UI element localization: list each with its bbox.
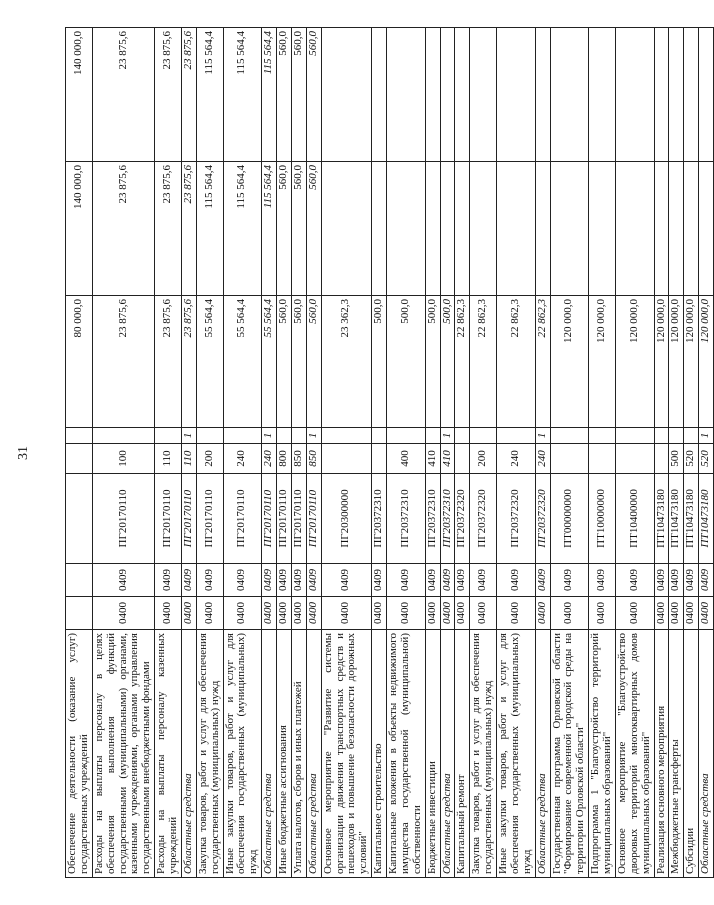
ministry-code: 0400 — [196, 597, 223, 630]
funding-mark: 1 — [262, 428, 277, 444]
amount-first-year: 22 862,3 — [535, 296, 550, 428]
row-name: Закупка товаров, работ и услуг для обеспечения государственных (муниципальных) нужд — [470, 630, 497, 878]
amount-first-year: 23 875,6 — [181, 296, 196, 428]
ministry-code: 0400 — [306, 597, 321, 630]
amount-second-year — [470, 162, 497, 296]
section-code: 0409 — [306, 564, 321, 597]
funding-mark — [387, 428, 426, 444]
amount-first-year: 120 000,0 — [654, 296, 669, 428]
article-code: ПТ10000000 — [589, 474, 616, 564]
row-name: Областные средства — [440, 630, 455, 878]
row-name: Областные средства — [306, 630, 321, 878]
article-code: ПТ10473180 — [684, 474, 699, 564]
table-row — [699, 28, 714, 878]
funding-mark — [654, 428, 669, 444]
amount-third-year — [615, 28, 654, 162]
amount-third-year — [699, 28, 714, 162]
expense-type-code — [66, 444, 93, 474]
section-code: 0409 — [223, 564, 262, 597]
article-code: ПГ20372310 — [425, 474, 440, 564]
table-row — [277, 28, 292, 878]
amount-second-year — [425, 162, 440, 296]
expense-type-code: 110 — [155, 444, 182, 474]
amount-second-year: 23 875,6 — [155, 162, 182, 296]
amount-third-year: 560,0 — [306, 28, 321, 162]
amount-first-year: 500,0 — [387, 296, 426, 428]
expense-type-code: 410 — [425, 444, 440, 474]
ministry-code: 0400 — [223, 597, 262, 630]
expense-type-code — [550, 444, 589, 474]
amount-third-year — [321, 28, 372, 162]
amount-first-year: 500,0 — [372, 296, 387, 428]
amount-first-year: 560,0 — [277, 296, 292, 428]
article-code — [66, 474, 93, 564]
section-code: 0409 — [262, 564, 277, 597]
row-name: Закупка товаров, работ и услуг для обеспечения государственных (муниципальных) нужд — [196, 630, 223, 878]
row-name: Обеспечение деятельности (оказание услуг) государственных учреждений — [66, 630, 93, 878]
row-name: Расходы на выплаты персоналу казенных учреждений — [155, 630, 182, 878]
article-code: ПГ20372310 — [440, 474, 455, 564]
article-code: ПТ10400000 — [615, 474, 654, 564]
amount-second-year — [455, 162, 470, 296]
funding-mark — [550, 428, 589, 444]
funding-mark — [589, 428, 616, 444]
amount-second-year — [654, 162, 669, 296]
expense-type-code: 500 — [669, 444, 684, 474]
amount-first-year: 120 000,0 — [684, 296, 699, 428]
table-row — [550, 28, 589, 878]
section-code — [66, 564, 93, 597]
table-row — [262, 28, 277, 878]
row-name: Иные закупки товаров, работ и услуг для обеспечения государственных (муниципальных) нужд — [497, 630, 536, 878]
section-code: 0409 — [181, 564, 196, 597]
amount-second-year: 560,0 — [306, 162, 321, 296]
table-row — [387, 28, 426, 878]
table-row — [181, 28, 196, 878]
row-name: Областные средства — [535, 630, 550, 878]
section-code: 0409 — [615, 564, 654, 597]
page-number — [14, 0, 34, 905]
amount-second-year — [440, 162, 455, 296]
amount-first-year: 22 862,3 — [470, 296, 497, 428]
table-row — [455, 28, 470, 878]
amount-first-year: 120 000,0 — [550, 296, 589, 428]
funding-mark — [455, 428, 470, 444]
row-name: Капитальный ремонт — [455, 630, 470, 878]
ministry-code: 0400 — [470, 597, 497, 630]
funding-mark — [470, 428, 497, 444]
expense-type-code: 100 — [92, 444, 154, 474]
expense-type-code — [455, 444, 470, 474]
table-row — [589, 28, 616, 878]
expense-type-code — [654, 444, 669, 474]
funding-mark: 1 — [306, 428, 321, 444]
article-code: ПТ10473180 — [699, 474, 714, 564]
expense-type-code: 240 — [497, 444, 536, 474]
table-row — [372, 28, 387, 878]
amount-first-year: 560,0 — [306, 296, 321, 428]
funding-mark — [615, 428, 654, 444]
article-code: ПТ10473180 — [669, 474, 684, 564]
amount-second-year — [550, 162, 589, 296]
amount-first-year: 55 564,4 — [196, 296, 223, 428]
table-row — [470, 28, 497, 878]
section-code: 0409 — [321, 564, 372, 597]
row-name: Межбюджетные трансферты — [669, 630, 684, 878]
amount-first-year: 500,0 — [440, 296, 455, 428]
amount-third-year: 23 875,6 — [181, 28, 196, 162]
amount-first-year: 22 862,3 — [455, 296, 470, 428]
amount-third-year — [535, 28, 550, 162]
section-code: 0409 — [425, 564, 440, 597]
funding-mark: 1 — [181, 428, 196, 444]
row-name: Областные средства — [699, 630, 714, 878]
ministry-code: 0400 — [387, 597, 426, 630]
amount-second-year: 560,0 — [277, 162, 292, 296]
section-code: 0409 — [684, 564, 699, 597]
article-code: ПГ20170110 — [155, 474, 182, 564]
amount-second-year — [589, 162, 616, 296]
amount-third-year — [372, 28, 387, 162]
article-code: ПГ20170110 — [196, 474, 223, 564]
amount-second-year — [372, 162, 387, 296]
section-code: 0409 — [699, 564, 714, 597]
funding-mark — [425, 428, 440, 444]
expense-type-code: 200 — [196, 444, 223, 474]
ministry-code: 0400 — [181, 597, 196, 630]
funding-mark — [497, 428, 536, 444]
amount-third-year — [550, 28, 589, 162]
amount-second-year — [684, 162, 699, 296]
section-code: 0409 — [92, 564, 154, 597]
ministry-code: 0400 — [262, 597, 277, 630]
amount-second-year — [535, 162, 550, 296]
row-name: Государственная программа Орловской области "Формирование современной городской среды на территории Орловской области" — [550, 630, 589, 878]
amount-first-year: 120 000,0 — [589, 296, 616, 428]
row-name: Областные средства — [262, 630, 277, 878]
page-number-text: 31 — [16, 445, 31, 460]
article-code: ПГ20170110 — [223, 474, 262, 564]
expense-type-code: 400 — [387, 444, 426, 474]
section-code: 0409 — [669, 564, 684, 597]
amount-third-year: 23 875,6 — [155, 28, 182, 162]
section-code: 0409 — [387, 564, 426, 597]
row-name: Иные закупки товаров, работ и услуг для обеспечения государственных (муниципальных) нужд — [223, 630, 262, 878]
table-row — [535, 28, 550, 878]
funding-mark — [291, 428, 306, 444]
ministry-code: 0400 — [589, 597, 616, 630]
amount-third-year — [387, 28, 426, 162]
amount-first-year: 23 362,3 — [321, 296, 372, 428]
amount-first-year: 55 564,4 — [262, 296, 277, 428]
section-code: 0409 — [470, 564, 497, 597]
ministry-code: 0400 — [425, 597, 440, 630]
amount-third-year: 115 564,4 — [262, 28, 277, 162]
article-code: ПГ20372320 — [470, 474, 497, 564]
expense-type-code: 110 — [181, 444, 196, 474]
amount-second-year — [669, 162, 684, 296]
budget-table — [65, 27, 714, 878]
article-code: ПГ20170110 — [306, 474, 321, 564]
section-code: 0409 — [589, 564, 616, 597]
amount-third-year: 23 875,6 — [92, 28, 154, 162]
amount-third-year — [669, 28, 684, 162]
row-name: Областные средства — [181, 630, 196, 878]
row-name: Подпрограмма 1 "Благоустройство территорий муниципальных образований" — [589, 630, 616, 878]
amount-first-year: 120 000,0 — [669, 296, 684, 428]
amount-second-year — [387, 162, 426, 296]
article-code: ПГ20372310 — [372, 474, 387, 564]
ministry-code: 0400 — [455, 597, 470, 630]
article-code: ПГ20170110 — [181, 474, 196, 564]
ministry-code: 0400 — [321, 597, 372, 630]
table-row — [425, 28, 440, 878]
expense-type-code: 200 — [470, 444, 497, 474]
ministry-code: 0400 — [550, 597, 589, 630]
ministry-code: 0400 — [684, 597, 699, 630]
table-row — [321, 28, 372, 878]
amount-second-year — [615, 162, 654, 296]
section-code: 0409 — [196, 564, 223, 597]
article-code: ПГ20372310 — [387, 474, 426, 564]
amount-third-year — [425, 28, 440, 162]
row-name: Реализация основного мероприятия — [654, 630, 669, 878]
row-name: Расходы на выплаты персоналу в целях обеспечения выполнения функций государственными (муниципальными) органами, казенными учреждениями, органами управления государственными внебюджетными фондами — [92, 630, 154, 878]
amount-first-year: 23 875,6 — [92, 296, 154, 428]
amount-second-year: 115 564,4 — [262, 162, 277, 296]
section-code: 0409 — [535, 564, 550, 597]
row-name: Основное мероприятие "Развитие системы организации движения транспортных средств и пешеходов и повышение безопасности дорожных условий" — [321, 630, 372, 878]
ministry-code — [66, 597, 93, 630]
article-code: ПГ20170110 — [262, 474, 277, 564]
amount-second-year: 115 564,4 — [223, 162, 262, 296]
funding-mark — [92, 428, 154, 444]
amount-second-year — [497, 162, 536, 296]
section-code: 0409 — [277, 564, 292, 597]
ministry-code: 0400 — [155, 597, 182, 630]
funding-mark — [684, 428, 699, 444]
ministry-code: 0400 — [291, 597, 306, 630]
funding-mark — [277, 428, 292, 444]
ministry-code: 0400 — [615, 597, 654, 630]
table-row — [684, 28, 699, 878]
row-name: Бюджетные инвестиции — [425, 630, 440, 878]
article-code: ПГ20372320 — [455, 474, 470, 564]
funding-mark — [372, 428, 387, 444]
article-code: ПГ20300000 — [321, 474, 372, 564]
ministry-code: 0400 — [372, 597, 387, 630]
table-row — [615, 28, 654, 878]
amount-third-year — [684, 28, 699, 162]
article-code: ПГ20170110 — [92, 474, 154, 564]
expense-type-code — [589, 444, 616, 474]
article-code: ПГ20372320 — [535, 474, 550, 564]
amount-third-year — [589, 28, 616, 162]
section-code: 0409 — [654, 564, 669, 597]
expense-type-code: 520 — [684, 444, 699, 474]
rotated-sheet — [65, 28, 712, 878]
ministry-code: 0400 — [440, 597, 455, 630]
table-row — [306, 28, 321, 878]
funding-mark — [196, 428, 223, 444]
expense-type-code: 850 — [291, 444, 306, 474]
amount-third-year: 115 564,4 — [223, 28, 262, 162]
table-row — [654, 28, 669, 878]
ministry-code: 0400 — [497, 597, 536, 630]
table-row — [669, 28, 684, 878]
amount-first-year: 23 875,6 — [155, 296, 182, 428]
table-row — [92, 28, 154, 878]
section-code: 0409 — [372, 564, 387, 597]
expense-type-code — [372, 444, 387, 474]
budget-table-body — [66, 28, 714, 878]
section-code: 0409 — [155, 564, 182, 597]
table-row — [155, 28, 182, 878]
amount-third-year: 560,0 — [291, 28, 306, 162]
amount-third-year — [654, 28, 669, 162]
expense-type-code: 240 — [223, 444, 262, 474]
section-code: 0409 — [455, 564, 470, 597]
row-name: Капитальные вложения в объекты недвижимого имущества государственной (муниципальной) собственности — [387, 630, 426, 878]
amount-third-year: 140 000,0 — [66, 28, 93, 162]
row-name: Субсидии — [684, 630, 699, 878]
funding-mark — [66, 428, 93, 444]
amount-second-year — [321, 162, 372, 296]
ministry-code: 0400 — [535, 597, 550, 630]
table-row — [497, 28, 536, 878]
amount-third-year: 560,0 — [277, 28, 292, 162]
funding-mark — [155, 428, 182, 444]
funding-mark — [321, 428, 372, 444]
funding-mark: 1 — [699, 428, 714, 444]
expense-type-code — [615, 444, 654, 474]
table-row — [440, 28, 455, 878]
expense-type-code: 850 — [306, 444, 321, 474]
table-row — [223, 28, 262, 878]
expense-type-code: 410 — [440, 444, 455, 474]
amount-first-year: 80 000,0 — [66, 296, 93, 428]
amount-second-year: 23 875,6 — [92, 162, 154, 296]
row-name: Иные бюджетные ассигнования — [277, 630, 292, 878]
amount-third-year — [440, 28, 455, 162]
table-row — [66, 28, 93, 878]
amount-first-year: 120 000,0 — [615, 296, 654, 428]
amount-third-year — [470, 28, 497, 162]
row-name: Капитальное строительство — [372, 630, 387, 878]
amount-second-year: 115 564,4 — [196, 162, 223, 296]
amount-second-year: 140 000,0 — [66, 162, 93, 296]
article-code: ПГ20170110 — [291, 474, 306, 564]
amount-second-year: 560,0 — [291, 162, 306, 296]
article-code: ПТ10473180 — [654, 474, 669, 564]
expense-type-code: 520 — [699, 444, 714, 474]
ministry-code: 0400 — [669, 597, 684, 630]
amount-first-year: 560,0 — [291, 296, 306, 428]
section-code: 0409 — [550, 564, 589, 597]
expense-type-code: 240 — [262, 444, 277, 474]
article-code: ПГ20170110 — [277, 474, 292, 564]
expense-type-code: 240 — [535, 444, 550, 474]
amount-first-year: 500,0 — [425, 296, 440, 428]
article-code: ПГ20372320 — [497, 474, 536, 564]
ministry-code: 0400 — [699, 597, 714, 630]
amount-second-year: 23 875,6 — [181, 162, 196, 296]
row-name: Уплата налогов, сборов и иных платежей — [291, 630, 306, 878]
table-row — [291, 28, 306, 878]
funding-mark: 1 — [535, 428, 550, 444]
section-code: 0409 — [440, 564, 455, 597]
section-code: 0409 — [291, 564, 306, 597]
ministry-code: 0400 — [654, 597, 669, 630]
amount-first-year: 120 000,0 — [699, 296, 714, 428]
amount-third-year: 115 564,4 — [196, 28, 223, 162]
ministry-code: 0400 — [92, 597, 154, 630]
article-code: ПТ00000000 — [550, 474, 589, 564]
amount-first-year: 55 564,4 — [223, 296, 262, 428]
amount-first-year: 22 862,3 — [497, 296, 536, 428]
amount-second-year — [699, 162, 714, 296]
funding-mark — [669, 428, 684, 444]
ministry-code: 0400 — [277, 597, 292, 630]
funding-mark: 1 — [440, 428, 455, 444]
amount-third-year — [497, 28, 536, 162]
row-name: Основное мероприятие "Благоустройство дворовых территорий многоквартирных домов муниципальных образований" — [615, 630, 654, 878]
table-row — [196, 28, 223, 878]
expense-type-code — [321, 444, 372, 474]
section-code: 0409 — [497, 564, 536, 597]
amount-third-year — [455, 28, 470, 162]
funding-mark — [223, 428, 262, 444]
expense-type-code: 800 — [277, 444, 292, 474]
